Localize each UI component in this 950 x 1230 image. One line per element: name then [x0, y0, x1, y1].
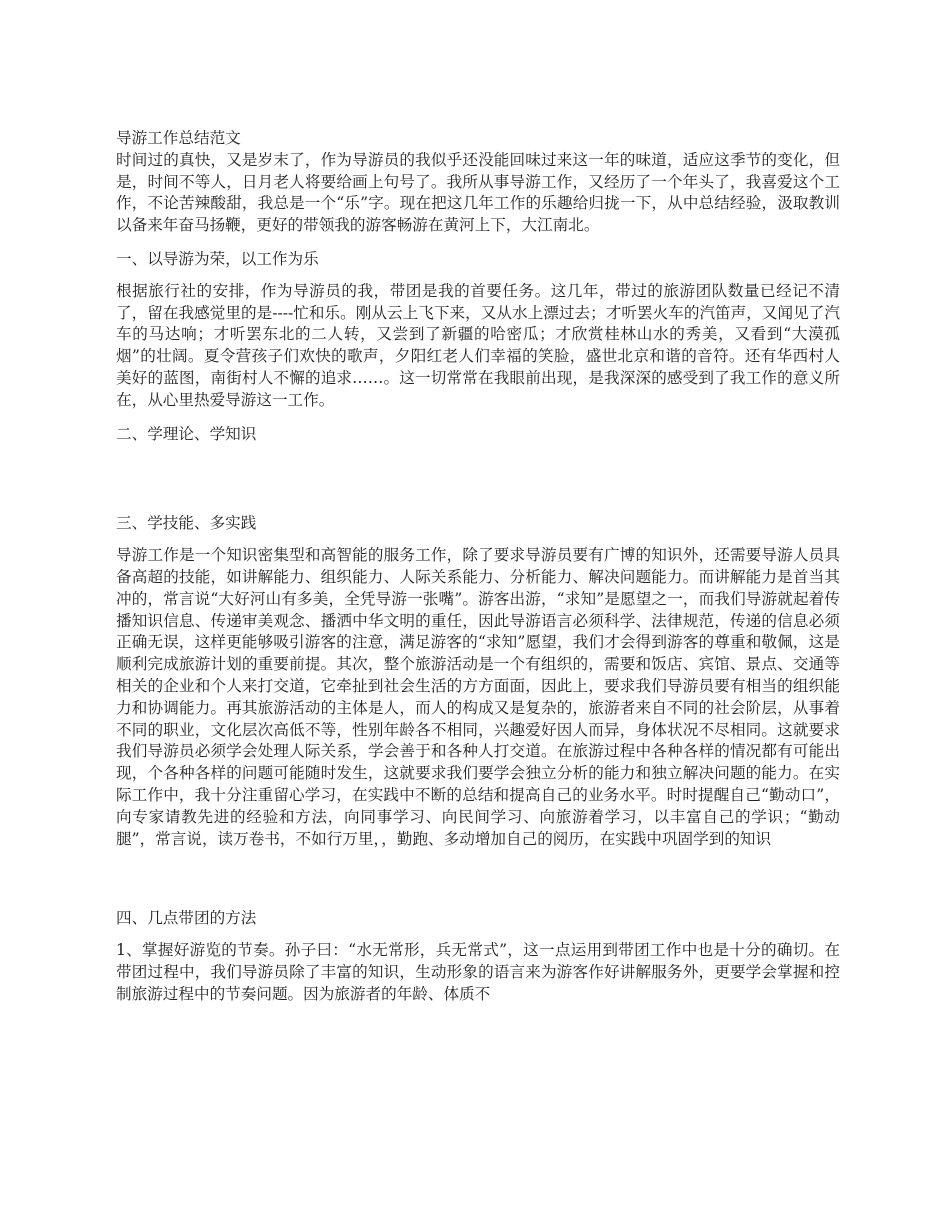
- section-spacer: [116, 850, 840, 908]
- section-3-paragraph: 导游工作是一个知识密集型和高智能的服务工作，除了要求导游员要有广博的知识外，还需要导游人员具备高超的技能，如讲解能力、组织能力、人际关系能力、分析能力、解决问题能力。而讲解能力是首当其冲的，常言说“大好河山有多美，全凭导游一张嘴”。游客出游，“求知”是愿望之一，而我们导游就起着传播知识信息、传递审美观念、播洒中华文明的重任，因此导游语言必须科学、法律规范，传递的信息必须正确无误，这样更能够吸引游客的注意，满足游客的“求知”愿望，我们才会得到游客的尊重和敬佩，这是顺利完成旅游计划的重要前提。其次，整个旅游活动是一个有组织的，需要和饭店、宾馆、景点、交通等相关的企业和个人来打交道，它牵扯到社会生活的方方面面，因此上，要求我们导游员要有相当的组织能力和协调能力。再其旅游活动的主体是人，而人的构成又是复杂的，旅游者来自不同的社会阶层，从事着不同的职业，文化层次高低不等，性别年龄各不相同，兴趣爱好因人而异，身体状况不尽相同。这就要求我们导游员必须学会处理人际关系，学会善于和各种人打交道。在旅游过程中各种各样的情况都有可能出现，个各种各样的问题可能随时发生，这就要求我们要学会独立分析的能力和独立解决问题的能力。在实际工作中，我十分注重留心学习，在实践中不断的总结和提高自己的业务水平。时时提醒自己“勤动口”，向专家请教先进的经验和方法，向同事学习、向民间学习、向旅游着学习，以丰富自己的学识；“勤动腿”，常言说，读万卷书，不如行万里，，勤跑、多动增加自己的阅历，在实践中巩固学到的知识: [116, 546, 840, 848]
- section-spacer: [116, 455, 840, 513]
- section-4-heading: 四、几点带团的方法: [116, 909, 257, 928]
- section-1-heading: 一、以导游为荣，以工作为乐: [116, 249, 319, 268]
- section-2-heading: 二、学理论、学知识: [116, 424, 257, 443]
- intro-paragraph: 时间过的真快，又是岁末了，作为导游员的我似乎还没能回味过来这一年的味道，适应这季节的变化，但是，时间不等人，日月老人将要给画上句号了。我所从事导游工作，又经历了一个年头了，我喜爱这个工作，不论苦辣酸甜，我总是一个“乐”字。现在把这几年工作的乐趣给归拢一下，从中总结经验，汲取教训以备来年奋马扬鞭，更好的带领我的游客畅游在黄河上下，大江南北。: [116, 150, 840, 235]
- section-1-paragraph: 根据旅行社的安排，作为导游员的我，带团是我的首要任务。这几年，带过的旅游团队数量已经记不清了，留在我感觉里的是----忙和乐。刚从云上飞下来，又从水上漂过去；才听罢火车的汽笛声，又闻见了汽车的马达响；才听罢东北的二人转，又尝到了新疆的哈密瓜；才欣赏桂林山水的秀美，又看到“大漠孤烟”的壮阔。夏令营孩子们欢快的歌声，夕阳红老人们幸福的笑脸，盛世北京和谐的音符。还有华西村人美好的蓝图，南街村人不懈的追求……。这一切常常在我眼前出现，是我深深的感受到了我工作的意义所在，从心里热爱导游这一工作。: [116, 281, 840, 409]
- document-title: 导游工作总结范文: [116, 129, 241, 147]
- document-page: [116, 128, 840, 1006]
- section-4-paragraph: 1、掌握好游览的节奏。孙子曰：“水无常形，兵无常式”，这一点运用到带团工作中也是十分的确切。在带团过程中，我们导游员除了丰富的知识，生动形象的语言来为游客作好讲解服务外，更要学会掌握和控制旅游过程中的节奏问题。因为旅游者的年龄、体质不: [116, 941, 840, 1003]
- section-3-heading: 三、学技能、多实践: [116, 514, 257, 533]
